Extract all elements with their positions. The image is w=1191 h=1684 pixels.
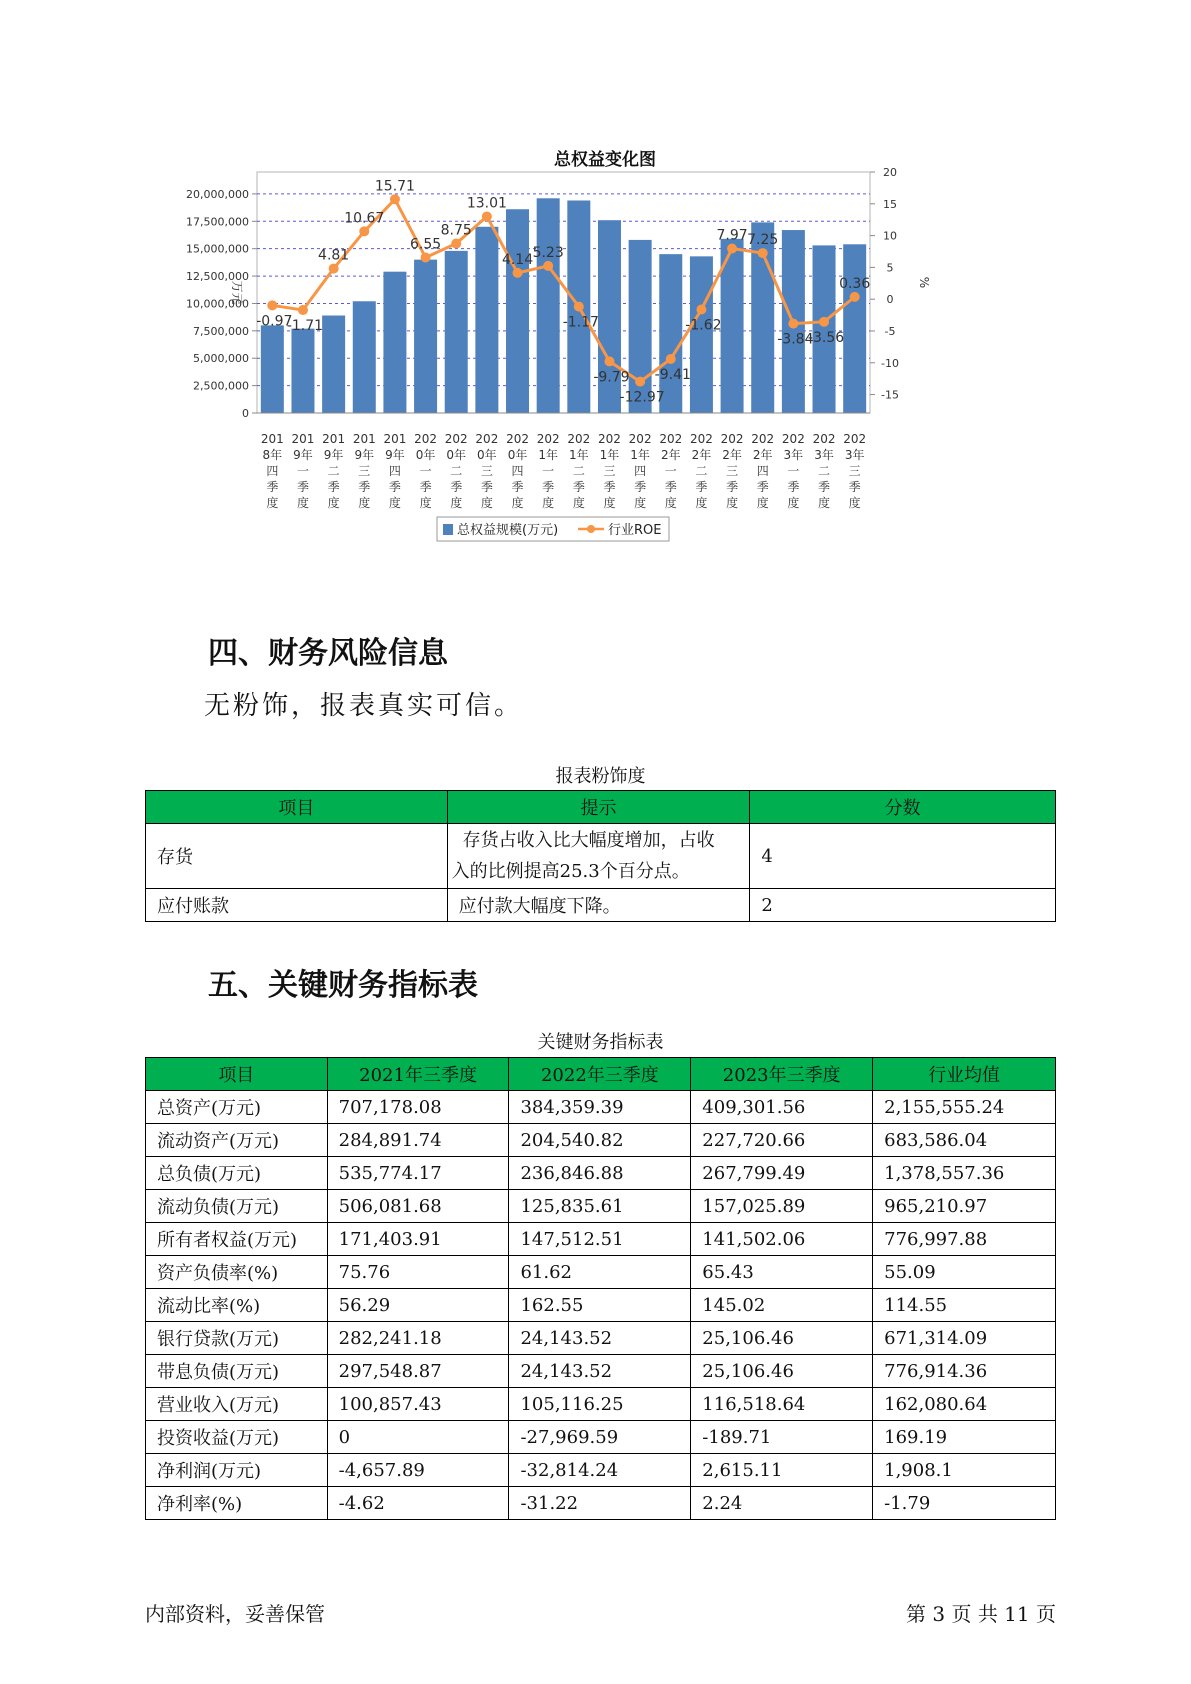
x-tick-label: 度 bbox=[327, 496, 340, 510]
bar bbox=[353, 301, 376, 413]
x-tick-label: 三 bbox=[603, 464, 616, 478]
roe-point bbox=[513, 268, 523, 278]
x-tick-label: 季 bbox=[634, 480, 647, 494]
kpi-table-header bbox=[146, 1058, 1056, 1091]
risk-table-caption: 报表粉饰度 bbox=[555, 766, 646, 787]
roe-data-label: 15.71 bbox=[374, 178, 415, 195]
x-tick-label: 季 bbox=[664, 480, 677, 494]
section4-text: 无粉饰，报表真实可信。 bbox=[204, 691, 524, 721]
y-tick-label: 5,000,000 bbox=[193, 352, 249, 366]
roe-point bbox=[604, 356, 614, 366]
x-tick-label: 三 bbox=[480, 464, 493, 478]
y-tick-label: 17,500,000 bbox=[186, 215, 249, 229]
x-tick-label: 0年 bbox=[415, 448, 436, 462]
x-tick-label: 度 bbox=[450, 496, 463, 510]
roe-data-label: -12.97 bbox=[619, 389, 665, 406]
x-tick-label: 202 bbox=[751, 432, 775, 446]
x-tick-label: 2年 bbox=[660, 448, 681, 462]
kpi-value: -4.62 bbox=[327, 1487, 509, 1520]
x-tick-label: 度 bbox=[664, 496, 677, 510]
kpi-value: 2.24 bbox=[691, 1487, 873, 1520]
x-tick-label: 度 bbox=[542, 496, 555, 510]
y2-tick-label: -10 bbox=[881, 356, 899, 370]
kpi-value: 965,210.97 bbox=[873, 1190, 1056, 1223]
kpi-value: 267,799.49 bbox=[691, 1157, 873, 1190]
roe-data-label: -0.97 bbox=[256, 313, 293, 330]
y2-tick-label: 0 bbox=[886, 293, 894, 307]
y2-tick-label: 15 bbox=[883, 197, 897, 211]
x-tick-label: 2年 bbox=[691, 448, 712, 462]
x-tick-label: 三 bbox=[358, 464, 371, 478]
kpi-value: 506,081.68 bbox=[327, 1190, 509, 1223]
bar bbox=[445, 251, 468, 413]
roe-data-label: 7.97 bbox=[716, 227, 748, 244]
x-tick-label: 季 bbox=[542, 480, 555, 494]
y2-tick-label: 10 bbox=[883, 229, 897, 243]
kpi-value: 25,106.46 bbox=[691, 1322, 873, 1355]
roe-data-label: -9.41 bbox=[654, 367, 691, 384]
x-tick-label: 度 bbox=[848, 496, 861, 510]
kpi-value: 56.29 bbox=[327, 1289, 509, 1322]
roe-point bbox=[788, 319, 798, 329]
x-tick-label: 9年 bbox=[323, 448, 344, 462]
bar bbox=[537, 198, 560, 413]
x-tick-label: 度 bbox=[296, 496, 309, 510]
roe-data-label: 4.14 bbox=[501, 251, 534, 268]
kpi-value: -31.22 bbox=[509, 1487, 691, 1520]
x-tick-label: 一 bbox=[542, 464, 555, 478]
x-tick-label: 度 bbox=[266, 496, 279, 510]
kpi-value: 683,586.04 bbox=[873, 1124, 1056, 1157]
section4-heading: 四、财务风险信息 bbox=[208, 636, 448, 671]
x-tick-label: 度 bbox=[511, 496, 524, 510]
bar bbox=[690, 256, 713, 413]
y2-tick-label: 5 bbox=[886, 261, 894, 275]
x-tick-label: 8年 bbox=[262, 448, 283, 462]
table-row bbox=[146, 1256, 1056, 1289]
risk-tip bbox=[447, 824, 750, 889]
kpi-value: 1,378,557.36 bbox=[873, 1157, 1056, 1190]
y-tick-label: 7,500,000 bbox=[193, 324, 249, 338]
x-tick-label: 度 bbox=[480, 496, 493, 510]
kpi-value: 227,720.66 bbox=[691, 1124, 873, 1157]
kpi-label: 资产负债率(%) bbox=[146, 1256, 328, 1289]
table-row bbox=[146, 1487, 1056, 1520]
x-tick-label: 202 bbox=[506, 432, 529, 446]
roe-point bbox=[482, 211, 492, 221]
kpi-value: 204,540.82 bbox=[509, 1124, 691, 1157]
kpi-value: 24,143.52 bbox=[509, 1355, 691, 1388]
x-tick-label: 季 bbox=[848, 480, 861, 494]
table-row bbox=[146, 1421, 1056, 1454]
x-tick-label: 202 bbox=[812, 432, 836, 446]
x-tick-label: 0年 bbox=[446, 448, 467, 462]
roe-data-label: 6.55 bbox=[409, 236, 442, 253]
kpi-label: 流动负债(万元) bbox=[146, 1190, 328, 1223]
y2-tick-label: 20 bbox=[883, 166, 897, 179]
table-row bbox=[146, 1355, 1056, 1388]
roe-point bbox=[543, 261, 553, 271]
x-tick-label: 0年 bbox=[477, 448, 497, 462]
kpi-value: 162,080.64 bbox=[873, 1388, 1056, 1421]
x-tick-label: 季 bbox=[480, 480, 493, 494]
kpi-value: 671,314.09 bbox=[873, 1322, 1056, 1355]
roe-point bbox=[850, 292, 860, 302]
kpi-label: 营业收入(万元) bbox=[146, 1388, 328, 1421]
x-tick-label: 202 bbox=[659, 432, 683, 446]
roe-point bbox=[390, 194, 400, 204]
roe-point bbox=[666, 354, 676, 364]
roe-point bbox=[635, 377, 645, 387]
table-row bbox=[146, 1454, 1056, 1487]
table-row bbox=[146, 1091, 1056, 1124]
y-tick-label: 15,000,000 bbox=[186, 242, 249, 256]
kpi-value: 171,403.91 bbox=[327, 1223, 509, 1256]
legend-label: 总权益规模(万元) bbox=[457, 523, 559, 538]
roe-point bbox=[727, 243, 737, 253]
kpi-value: 284,891.74 bbox=[327, 1124, 509, 1157]
kpi-value: 2,615.11 bbox=[691, 1454, 873, 1487]
x-tick-label: 季 bbox=[756, 480, 769, 494]
kpi-value: 55.09 bbox=[873, 1256, 1056, 1289]
risk-score: 2 bbox=[750, 889, 1056, 922]
kpi-value: 75.76 bbox=[327, 1256, 509, 1289]
x-tick-label: 四 bbox=[511, 464, 524, 478]
bar bbox=[506, 209, 529, 413]
roe-data-label: 13.01 bbox=[466, 195, 507, 212]
risk-item: 存货 bbox=[146, 824, 448, 889]
bar bbox=[261, 325, 284, 413]
x-tick-label: 二 bbox=[327, 464, 340, 478]
chart-title: 总权益变化图 bbox=[554, 150, 656, 170]
roe-point bbox=[819, 317, 829, 327]
roe-point bbox=[329, 264, 339, 274]
kpi-value: 535,774.17 bbox=[327, 1157, 509, 1190]
x-tick-label: 202 bbox=[781, 432, 805, 446]
x-tick-label: 1年 bbox=[630, 448, 650, 462]
kpi-label: 带息负债(万元) bbox=[146, 1355, 328, 1388]
x-tick-label: 四 bbox=[756, 464, 769, 478]
kpi-label: 流动资产(万元) bbox=[146, 1124, 328, 1157]
x-tick-label: 9年 bbox=[354, 448, 375, 462]
kpi-value: 162.55 bbox=[509, 1289, 691, 1322]
equity-chart bbox=[185, 135, 1025, 595]
header-cell: 项目 bbox=[146, 791, 448, 824]
x-tick-label: 度 bbox=[358, 496, 371, 510]
table-row bbox=[146, 1223, 1056, 1256]
kpi-value: 384,359.39 bbox=[509, 1091, 691, 1124]
kpi-value: -4,657.89 bbox=[327, 1454, 509, 1487]
x-tick-label: 2年 bbox=[752, 448, 773, 462]
x-tick-label: 一 bbox=[787, 464, 800, 478]
x-tick-label: 季 bbox=[450, 480, 463, 494]
x-tick-label: 季 bbox=[296, 480, 309, 494]
header-cell: 2022年三季度 bbox=[509, 1058, 691, 1091]
kpi-value: 145.02 bbox=[691, 1289, 873, 1322]
x-tick-label: 一 bbox=[296, 464, 309, 478]
kpi-table-body bbox=[146, 1091, 1056, 1520]
x-tick-label: 季 bbox=[511, 480, 524, 494]
roe-data-label: 8.75 bbox=[440, 222, 472, 239]
kpi-value: -27,969.59 bbox=[509, 1421, 691, 1454]
kpi-value: 282,241.18 bbox=[327, 1322, 509, 1355]
x-tick-label: 3年 bbox=[783, 448, 804, 462]
x-tick-label: 三 bbox=[726, 464, 739, 478]
x-tick-label: 季 bbox=[695, 480, 708, 494]
x-tick-label: 季 bbox=[419, 480, 432, 494]
kpi-label: 净利润(万元) bbox=[146, 1454, 328, 1487]
x-tick-label: 9年 bbox=[293, 448, 313, 462]
bar bbox=[414, 260, 437, 413]
x-tick-label: 季 bbox=[388, 480, 401, 494]
risk-table bbox=[145, 790, 1056, 922]
kpi-value: 125,835.61 bbox=[509, 1190, 691, 1223]
risk-tip-line: 入的比例提高25.3个百分点。 bbox=[451, 861, 690, 882]
roe-point bbox=[696, 304, 706, 314]
kpi-value: 409,301.56 bbox=[691, 1091, 873, 1124]
roe-point bbox=[298, 305, 308, 315]
y-tick-label: 12,500,000 bbox=[186, 270, 249, 284]
table-row bbox=[146, 889, 1056, 922]
table-row bbox=[146, 1388, 1056, 1421]
kpi-value: 0 bbox=[327, 1421, 509, 1454]
header-cell: 分数 bbox=[750, 791, 1056, 824]
bar bbox=[383, 272, 406, 413]
roe-point bbox=[574, 302, 584, 312]
risk-item: 应付账款 bbox=[146, 889, 448, 922]
kpi-value: 100,857.43 bbox=[327, 1388, 509, 1421]
kpi-label: 净利率(%) bbox=[146, 1487, 328, 1520]
x-tick-label: 1年 bbox=[569, 448, 589, 462]
x-tick-label: 2年 bbox=[722, 448, 742, 462]
x-tick-label: 四 bbox=[388, 464, 401, 478]
table-row bbox=[146, 1322, 1056, 1355]
risk-score: 4 bbox=[750, 824, 1056, 889]
kpi-value: 776,914.36 bbox=[873, 1355, 1056, 1388]
kpi-value: 2,155,555.24 bbox=[873, 1091, 1056, 1124]
kpi-table bbox=[145, 1057, 1056, 1520]
x-tick-label: 一 bbox=[664, 464, 677, 478]
kpi-value: 157,025.89 bbox=[691, 1190, 873, 1223]
header-cell: 行业均值 bbox=[873, 1058, 1056, 1091]
x-tick-label: 202 bbox=[689, 432, 713, 446]
x-tick-label: 季 bbox=[266, 480, 279, 494]
chart-svg bbox=[185, 135, 1025, 595]
kpi-value: -1.79 bbox=[873, 1487, 1056, 1520]
roe-data-label: 0.36 bbox=[839, 275, 871, 292]
kpi-value: 236,846.88 bbox=[509, 1157, 691, 1190]
x-tick-label: 201 bbox=[352, 432, 376, 446]
x-tick-label: 度 bbox=[787, 496, 800, 510]
x-tick-label: 202 bbox=[414, 432, 438, 446]
kpi-table-caption: 关键财务指标表 bbox=[537, 1032, 664, 1053]
header-cell: 2023年三季度 bbox=[691, 1058, 873, 1091]
x-tick-label: 3年 bbox=[814, 448, 834, 462]
y2-tick-label: -15 bbox=[881, 388, 899, 402]
header-cell: 提示 bbox=[447, 791, 750, 824]
y-tick-label: 2,500,000 bbox=[193, 379, 249, 393]
x-tick-label: 202 bbox=[444, 432, 468, 446]
x-tick-label: 202 bbox=[720, 432, 744, 446]
x-tick-label: 二 bbox=[572, 464, 585, 478]
header-cell: 2021年三季度 bbox=[327, 1058, 509, 1091]
kpi-label: 银行贷款(万元) bbox=[146, 1322, 328, 1355]
kpi-value: 25,106.46 bbox=[691, 1355, 873, 1388]
section5-heading: 五、关键财务指标表 bbox=[208, 968, 478, 1003]
x-tick-label: 度 bbox=[726, 496, 739, 510]
x-tick-label: 度 bbox=[818, 496, 831, 510]
x-tick-label: 201 bbox=[291, 432, 315, 446]
x-tick-label: 季 bbox=[787, 480, 800, 494]
x-tick-label: 度 bbox=[388, 496, 401, 510]
roe-data-label: -1.62 bbox=[685, 317, 722, 334]
x-tick-label: 201 bbox=[383, 432, 407, 446]
kpi-value: 114.55 bbox=[873, 1289, 1056, 1322]
roe-point bbox=[359, 226, 369, 236]
kpi-value: 65.43 bbox=[691, 1256, 873, 1289]
kpi-value: 61.62 bbox=[509, 1256, 691, 1289]
kpi-value: -189.71 bbox=[691, 1421, 873, 1454]
y-tick-label: 0 bbox=[242, 407, 249, 420]
x-tick-label: 一 bbox=[419, 464, 432, 478]
roe-data-label: -1.17 bbox=[562, 314, 599, 331]
roe-data-label: 10.67 bbox=[344, 210, 385, 227]
x-tick-label: 二 bbox=[450, 464, 463, 478]
roe-data-label: -3.84 bbox=[777, 331, 814, 348]
x-tick-label: 202 bbox=[843, 432, 867, 446]
x-tick-label: 202 bbox=[567, 432, 591, 446]
x-tick-label: 202 bbox=[536, 432, 560, 446]
kpi-value: 297,548.87 bbox=[327, 1355, 509, 1388]
x-tick-label: 202 bbox=[628, 432, 652, 446]
x-tick-label: 四 bbox=[634, 464, 647, 478]
roe-data-label: 5.23 bbox=[532, 244, 564, 261]
legend-swatch-bar bbox=[443, 524, 453, 535]
x-tick-label: 季 bbox=[572, 480, 585, 494]
header-cell: 项目 bbox=[146, 1058, 328, 1091]
x-tick-label: 3年 bbox=[844, 448, 865, 462]
kpi-value: 169.19 bbox=[873, 1421, 1056, 1454]
kpi-value: 105,116.25 bbox=[509, 1388, 691, 1421]
x-tick-label: 季 bbox=[818, 480, 831, 494]
x-tick-label: 四 bbox=[266, 464, 279, 478]
kpi-value: 147,512.51 bbox=[509, 1223, 691, 1256]
table-row bbox=[146, 1124, 1056, 1157]
x-tick-label: 季 bbox=[726, 480, 739, 494]
x-tick-label: 度 bbox=[572, 496, 585, 510]
x-tick-label: 201 bbox=[322, 432, 346, 446]
kpi-value: 116,518.64 bbox=[691, 1388, 873, 1421]
roe-data-label: -3.56 bbox=[807, 329, 845, 346]
x-tick-label: 季 bbox=[358, 480, 371, 494]
kpi-label: 总资产(万元) bbox=[146, 1091, 328, 1124]
x-tick-label: 度 bbox=[695, 496, 708, 510]
risk-tip: 应付款大幅度下降。 bbox=[447, 889, 750, 922]
kpi-value: 141,502.06 bbox=[691, 1223, 873, 1256]
legend-swatch-point bbox=[587, 525, 595, 533]
table-row bbox=[146, 1157, 1056, 1190]
x-tick-label: 二 bbox=[695, 464, 708, 478]
y-tick-label: 10,000,000 bbox=[186, 297, 249, 311]
kpi-label: 投资收益(万元) bbox=[146, 1421, 328, 1454]
x-tick-label: 9年 bbox=[385, 448, 405, 462]
x-tick-label: 0年 bbox=[507, 448, 528, 462]
bar bbox=[322, 316, 345, 413]
x-tick-label: 度 bbox=[419, 496, 432, 510]
x-tick-label: 二 bbox=[818, 464, 831, 478]
kpi-label: 总负债(万元) bbox=[146, 1157, 328, 1190]
bar bbox=[629, 240, 652, 413]
table-row bbox=[146, 1289, 1056, 1322]
y2-axis-label: % bbox=[917, 276, 931, 289]
kpi-value: 1,908.1 bbox=[873, 1454, 1056, 1487]
roe-data-label: -9.79 bbox=[593, 369, 630, 386]
table-row bbox=[146, 1190, 1056, 1223]
roe-data-label: -1.71 bbox=[286, 318, 324, 335]
x-tick-label: 1年 bbox=[538, 448, 558, 462]
y2-tick-label: -5 bbox=[884, 324, 896, 338]
x-tick-label: 度 bbox=[634, 496, 647, 510]
roe-point bbox=[758, 248, 768, 258]
x-tick-label: 季 bbox=[327, 480, 340, 494]
x-tick-label: 度 bbox=[756, 496, 769, 510]
page-number: 第 3 页 共 11 页 bbox=[906, 1602, 1056, 1626]
x-tick-label: 度 bbox=[603, 496, 616, 510]
table-row bbox=[146, 824, 1056, 889]
y-axis-label: 万元 bbox=[230, 280, 244, 305]
kpi-value: 776,997.88 bbox=[873, 1223, 1056, 1256]
kpi-label: 流动比率(%) bbox=[146, 1289, 328, 1322]
x-tick-label: 202 bbox=[475, 432, 499, 446]
risk-tip-line: 存货占收入比大幅度增加，占收 bbox=[462, 830, 715, 851]
legend-label: 行业ROE bbox=[608, 523, 662, 538]
risk-table-header bbox=[146, 791, 1056, 824]
bar bbox=[291, 329, 314, 413]
x-tick-label: 1年 bbox=[599, 448, 620, 462]
x-tick-label: 201 bbox=[260, 432, 284, 446]
bar bbox=[475, 227, 498, 413]
kpi-value: 707,178.08 bbox=[327, 1091, 509, 1124]
roe-point bbox=[421, 253, 431, 263]
roe-point bbox=[267, 300, 277, 310]
x-tick-label: 季 bbox=[603, 480, 616, 494]
kpi-value: 24,143.52 bbox=[509, 1322, 691, 1355]
bar bbox=[843, 244, 866, 413]
plot-area bbox=[257, 172, 870, 413]
x-tick-label: 三 bbox=[848, 464, 861, 478]
y-tick-label: 20,000,000 bbox=[186, 187, 249, 201]
footer-note: 内部资料，妥善保管 bbox=[145, 1602, 325, 1626]
kpi-value: -32,814.24 bbox=[509, 1454, 691, 1487]
roe-data-label: 4.81 bbox=[318, 247, 350, 264]
kpi-label: 所有者权益(万元) bbox=[146, 1223, 328, 1256]
roe-data-label: 7.25 bbox=[747, 232, 779, 249]
roe-point bbox=[451, 239, 461, 249]
x-tick-label: 202 bbox=[598, 432, 621, 446]
